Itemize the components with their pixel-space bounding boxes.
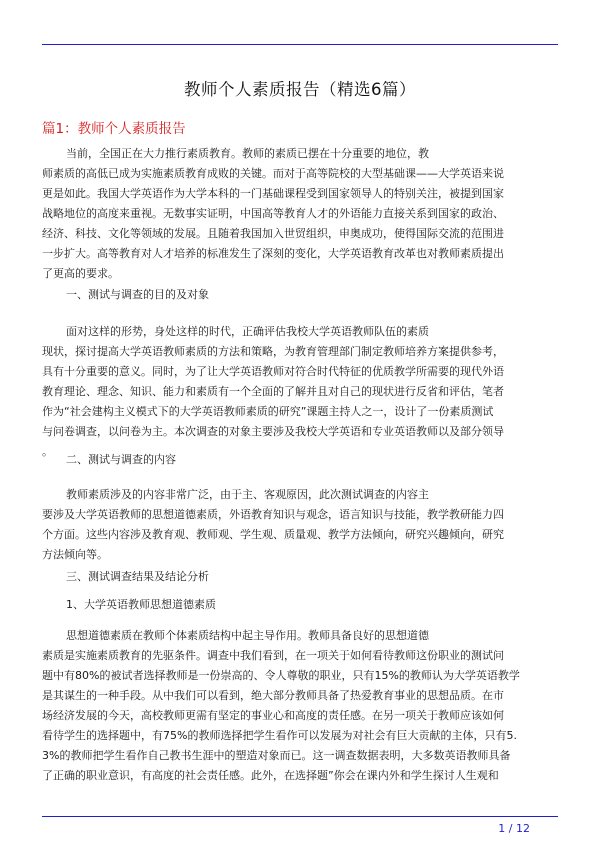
header-rule <box>42 44 558 45</box>
text-line: 作为“社会建构主义模式下的大学英语教师素质的研究”课题主持人之一，设计了一份素质测试 <box>42 405 494 418</box>
text-line: 3%的教师把学生看作自己教书生涯中的塑造对象而已。这一调查数据表明，大多数英语教师具备 <box>42 749 511 762</box>
page-indicator: 1 / 12 <box>498 822 530 835</box>
text-line: 具有十分重要的意义。同时，为了让大学英语教师对符合时代特征的优质教学所需要的现代外语 <box>42 365 504 378</box>
text-line: 了正确的职业意识，有高度的社会责任感。此外，在选择题”你会在课内外和学生探讨人生观和 <box>42 769 499 782</box>
text-line: 更是如此。我国大学英语作为大学本科的一门基础课程受到国家领导人的特别关注，被提到国家 <box>42 187 504 200</box>
text-line: 要涉及大学英语教师的思想道德素质，外语教育知识与观念，语言知识与技能，教学教研能力四 <box>42 508 504 521</box>
text-line: 。 <box>42 445 53 458</box>
text-line: 现状，探讨提高大学英语教师素质的方法和策略，为教育管理部门制定教师培养方案提供参考， <box>42 345 504 358</box>
text-line: 当前，全国正在大力推行素质教育。教师的素质已摆在十分重要的地位，教 <box>66 147 429 160</box>
text-line: 看待学生的选择题中，有75%的教师选择把学生看作可以发展为对社会有巨大贡献的主体，只有5. <box>42 729 517 742</box>
subheading-text: 1、大学英语教师思想道德素质 <box>66 598 216 611</box>
text-line: 教育理论、理念、知识、能力和素质有一个全面的了解并且对自己的现状进行反省和评估，笔者 <box>42 385 504 398</box>
document-title: 教师个人素质报告（精选6篇） <box>184 80 416 99</box>
text-line: 题中有80%的被试者选择教师是一份崇高的、令人尊敬的职业，只有15%的教师认为大学英语教学 <box>42 669 520 682</box>
text-line: 场经济发展的今天，高校教师更需有坚定的事业心和高度的责任感。在另一项关于教师应该如何 <box>42 709 504 722</box>
subheading-text: 一、测试与调查的目的及对象 <box>66 288 209 301</box>
text-line: 素质是实施素质教育的先驱条件。调查中我们看到，在一项关于如何看待教师这份职业的测试问 <box>42 649 504 662</box>
text-line: 个方面。这些内容涉及教育观、教师观、学生观、质量观、教学方法倾向，研究兴趣倾向，研究 <box>42 528 504 541</box>
text-line: 是其谋生的一种手段。从中我们可以看到，绝大部分教师具备了热爱教育事业的思想品质。在市 <box>42 689 504 702</box>
text-line: 与问卷调查，以问卷为主。本次调查的对象主要涉及我校大学英语和专业英语教师以及部分领导 <box>42 425 504 438</box>
text-line: 战略地位的高度来重视。无数事实证明，中国高等教育人才的外语能力直接关系到国家的政治、 <box>42 207 504 220</box>
subheading-text: 三、测试调查结果及结论分析 <box>66 570 209 583</box>
subheading-text: 二、测试与调查的内容 <box>66 453 176 466</box>
text-line: 思想道德素质在教师个体素质结构中起主导作用。教师具备良好的思想道德 <box>66 629 429 642</box>
section-heading: 篇1：教师个人素质报告 <box>42 121 186 137</box>
text-line: 面对这样的形势，身处这样的时代，正确评估我校大学英语教师队伍的素质 <box>66 325 429 338</box>
text-line: 一步扩大。高等教育对人才培养的标准发生了深刻的变化，大学英语教育改革也对教师素质提出 <box>42 247 504 260</box>
text-line: 教师素质涉及的内容非常广泛，由于主、客观原因，此次测试调查的内容主 <box>66 488 429 501</box>
text-line: 师素质的高低已成为实施素质教育成败的关键。而对于高等院校的大型基础课——大学英语来说 <box>42 167 504 180</box>
footer-rule <box>42 816 558 817</box>
text-line: 方法倾向等。 <box>42 548 108 561</box>
text-line: 经济、科技、文化等领域的发展。且随着我国加入世贸组织，申奥成功，使得国际交流的范围进 <box>42 227 504 240</box>
text-line: 了更高的要求。 <box>42 267 119 280</box>
